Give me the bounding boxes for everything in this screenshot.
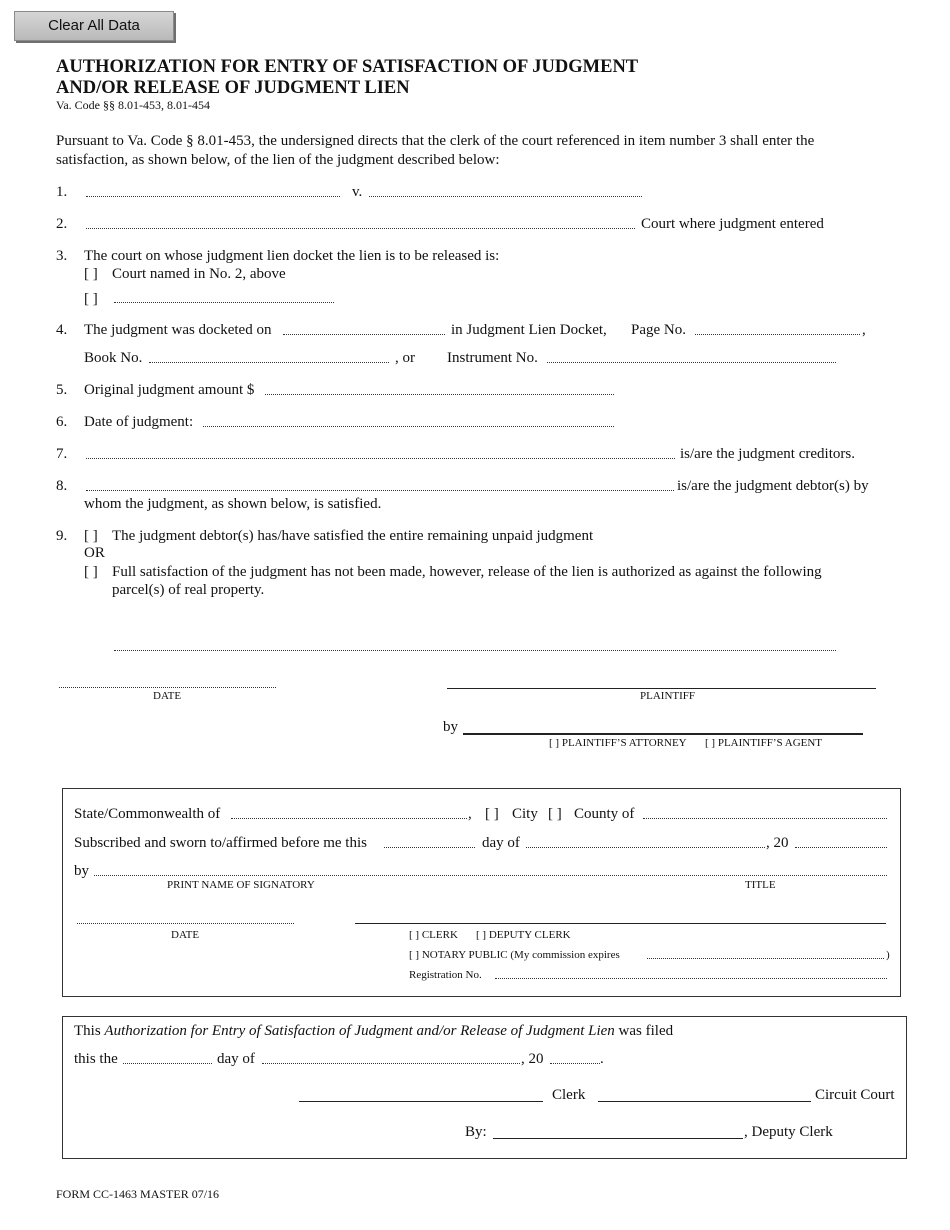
this-the-label: this the bbox=[74, 1051, 118, 1067]
original-amount-field[interactable] bbox=[265, 394, 614, 395]
notary-date-field[interactable] bbox=[77, 923, 294, 924]
or-label: , or bbox=[395, 350, 415, 366]
close-paren: ) bbox=[886, 949, 890, 961]
date-of-judgment-field[interactable] bbox=[203, 426, 614, 427]
title-caption: TITLE bbox=[745, 879, 776, 891]
filing-year-field[interactable] bbox=[550, 1063, 600, 1064]
date-caption: DATE bbox=[171, 929, 200, 941]
item-number: 3. bbox=[56, 248, 68, 264]
page-no-field[interactable] bbox=[695, 334, 860, 335]
plaintiff-signature-line[interactable] bbox=[447, 688, 876, 689]
registration-field[interactable] bbox=[495, 978, 887, 979]
date-of-judgment-label: Date of judgment: bbox=[84, 414, 194, 430]
book-no-label: Book No. bbox=[84, 350, 143, 366]
book-no-field[interactable] bbox=[149, 362, 389, 363]
county-field[interactable] bbox=[643, 818, 887, 819]
comma-20-label: , 20 bbox=[766, 835, 789, 851]
state-field[interactable] bbox=[231, 818, 467, 819]
filing-statement bbox=[74, 1023, 673, 1040]
versus-label: v. bbox=[352, 184, 363, 200]
plaintiff-field[interactable] bbox=[86, 196, 340, 197]
comma-text: , bbox=[862, 322, 866, 338]
by-label: By: bbox=[465, 1124, 487, 1140]
checkbox-partial-release[interactable]: [ ] bbox=[84, 564, 98, 580]
clear-all-data-button[interactable]: Clear All Data bbox=[14, 11, 174, 41]
item-number: 5. bbox=[56, 382, 68, 398]
docketed-on-label: The judgment was docketed on bbox=[84, 322, 272, 338]
checkbox-city[interactable]: [ ] bbox=[485, 806, 499, 822]
circuit-court-label: Circuit Court bbox=[815, 1087, 895, 1103]
clerk-checkbox[interactable]: [ ] CLERK bbox=[409, 929, 458, 941]
comma-20-label: , 20 bbox=[521, 1051, 544, 1067]
plaintiffs-agent-checkbox[interactable]: [ ] PLAINTIFF’S AGENT bbox=[705, 737, 823, 749]
item-number: 1. bbox=[56, 184, 68, 200]
partial-release-label-line2: parcel(s) of real property. bbox=[112, 582, 265, 598]
by-label: by bbox=[74, 863, 89, 879]
date-field[interactable] bbox=[59, 687, 276, 688]
item-number: 9. bbox=[56, 528, 68, 544]
filing-day-field[interactable] bbox=[123, 1063, 212, 1064]
property-description-field[interactable] bbox=[114, 650, 836, 651]
debtors-field[interactable] bbox=[86, 490, 674, 491]
original-amount-label: Original judgment amount $ bbox=[84, 382, 255, 398]
docketed-date-field[interactable] bbox=[283, 334, 445, 335]
lien-docket-label: in Judgment Lien Docket, bbox=[451, 322, 607, 338]
deputy-clerk-checkbox[interactable]: [ ] DEPUTY CLERK bbox=[476, 929, 571, 941]
item-number: 6. bbox=[56, 414, 68, 430]
by-label: by bbox=[443, 719, 458, 735]
comma-text: , bbox=[468, 806, 472, 822]
form-id: FORM CC-1463 MASTER 07/16 bbox=[56, 1187, 220, 1201]
code-reference: Va. Code §§ 8.01-453, 8.01-454 bbox=[56, 98, 210, 112]
officer-signature-line[interactable] bbox=[355, 923, 886, 924]
defendant-field[interactable] bbox=[369, 196, 642, 197]
or-text: OR bbox=[84, 545, 105, 561]
filing-month-field[interactable] bbox=[262, 1063, 520, 1064]
deputy-clerk-signature-line[interactable] bbox=[493, 1138, 743, 1139]
this-text: This bbox=[74, 1023, 101, 1039]
instrument-no-label: Instrument No. bbox=[447, 350, 538, 366]
creditors-label: is/are the judgment creditors. bbox=[680, 446, 855, 462]
court-where-label: Court where judgment entered bbox=[641, 216, 824, 232]
item-number: 4. bbox=[56, 322, 68, 338]
was-filed-text: was filed bbox=[618, 1023, 674, 1039]
commission-expires-field[interactable] bbox=[647, 958, 884, 959]
debtors-label: is/are the judgment debtor(s) by bbox=[677, 478, 869, 494]
item-number: 2. bbox=[56, 216, 68, 232]
plaintiff-caption: PLAINTIFF bbox=[640, 690, 696, 702]
signatory-field[interactable] bbox=[94, 875, 887, 876]
satisfied-entire-label: The judgment debtor(s) has/have satisfied the entire remaining unpaid judgment bbox=[112, 528, 594, 544]
circuit-court-line[interactable] bbox=[598, 1101, 811, 1102]
debtors-continuation: whom the judgment, as shown below, is satisfied. bbox=[84, 496, 382, 512]
form-name-italic: Authorization for Entry of Satisfaction of Judgment and/or Release of Judgment Lien bbox=[104, 1023, 615, 1039]
deputy-clerk-label: , Deputy Clerk bbox=[744, 1124, 833, 1140]
checkbox-county[interactable]: [ ] bbox=[548, 806, 562, 822]
plaintiffs-attorney-checkbox[interactable]: [ ] PLAINTIFF’S ATTORNEY bbox=[549, 737, 687, 749]
date-caption: DATE bbox=[153, 690, 182, 702]
intro-line1: Pursuant to Va. Code § 8.01-453, the undersigned directs that the clerk of the court referenced in item number 3 shall enter the bbox=[56, 133, 815, 149]
city-label: City bbox=[512, 806, 538, 822]
page-no-label: Page No. bbox=[631, 322, 686, 338]
court-field[interactable] bbox=[86, 228, 635, 229]
day-of-label: day of bbox=[482, 835, 520, 851]
item-number: 8. bbox=[56, 478, 68, 494]
print-name-caption: PRINT NAME OF SIGNATORY bbox=[167, 879, 315, 891]
form-title-line2: AND/OR RELEASE OF JUDGMENT LIEN bbox=[56, 78, 410, 98]
notary-public-checkbox[interactable]: [ ] NOTARY PUBLIC (My commission expires bbox=[409, 949, 620, 961]
creditors-field[interactable] bbox=[86, 458, 675, 459]
day-of-label: day of bbox=[217, 1051, 255, 1067]
state-label: State/Commonwealth of bbox=[74, 806, 221, 822]
checkbox-satisfied-entire[interactable]: [ ] bbox=[84, 528, 98, 544]
clerk-signature-line[interactable] bbox=[299, 1101, 543, 1102]
court-docket-label: The court on whose judgment lien docket the lien is to be released is: bbox=[84, 248, 500, 264]
checkbox-other-court[interactable]: [ ] bbox=[84, 291, 98, 307]
month-field[interactable] bbox=[526, 847, 765, 848]
form-title-line1: AUTHORIZATION FOR ENTRY OF SATISFACTION OF JUDGMENT bbox=[56, 57, 639, 77]
day-field[interactable] bbox=[384, 847, 475, 848]
clerk-label: Clerk bbox=[552, 1087, 586, 1103]
year-field[interactable] bbox=[795, 847, 887, 848]
court-named-label: Court named in No. 2, above bbox=[112, 266, 286, 282]
registration-label: Registration No. bbox=[409, 969, 482, 981]
subscribed-label: Subscribed and sworn to/affirmed before me this bbox=[74, 835, 367, 851]
checkbox-court-named[interactable]: [ ] bbox=[84, 266, 98, 282]
item-number: 7. bbox=[56, 446, 68, 462]
instrument-no-field[interactable] bbox=[547, 362, 836, 363]
other-court-field[interactable] bbox=[114, 302, 334, 303]
intro-line2: satisfaction, as shown below, of the lien of the judgment described below: bbox=[56, 152, 500, 168]
agent-signature-line[interactable] bbox=[463, 733, 863, 735]
partial-release-label-line1: Full satisfaction of the judgment has not been made, however, release of the lien is authorized as against the following bbox=[112, 564, 822, 580]
county-of-label: County of bbox=[574, 806, 635, 822]
period-text: . bbox=[600, 1051, 604, 1067]
